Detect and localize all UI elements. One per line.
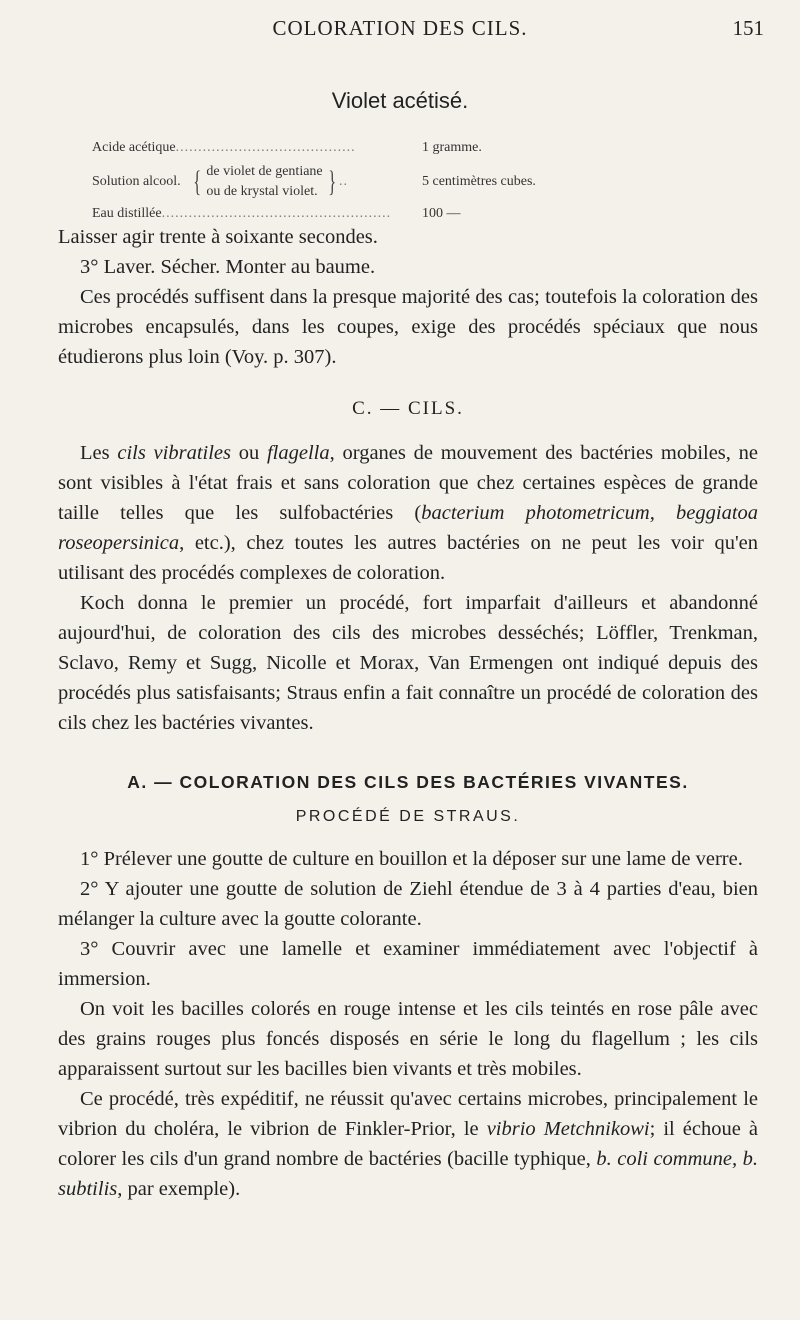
right-brace-icon: } xyxy=(327,165,336,198)
variant-line: de violet de gentiane xyxy=(206,164,323,179)
ingredient-variants xyxy=(190,162,348,202)
subsection-subheading: PROCÉDÉ DE STRAUS. xyxy=(295,808,521,825)
paragraph: Ce procédé, très expéditif, ne réussit qu'avec certains microbes, principalement le vibrion du choléra, le vibrion de Finkler-Prior, le vibrio Metchnikowi; il échoue à colorer les cils d'un grand nombre de bactéries (bacille typhique, b. coli commune, b. subtilis, par exemple). xyxy=(58,1088,758,1200)
step: 2° Y ajouter une goutte de solution de Ziehl étendue de 3 à 4 parties d'eau, bien mélanger la culture avec la goutte colorante. xyxy=(58,878,758,930)
section-heading: C. — CILS. xyxy=(352,398,464,419)
ingredient-name: Solution alcool. xyxy=(92,174,181,189)
page-header xyxy=(0,16,800,52)
subsection-heading: A. — COLORATION DES CILS DES BACTÉRIES VIVANTES. xyxy=(127,772,689,792)
paragraph: Laisser agir trente à soixante secondes. xyxy=(58,226,378,248)
ingredient-name: Acide acétique xyxy=(92,140,176,155)
ingredient-amount: 5 centimètres cubes. xyxy=(422,174,536,189)
running-title: COLORATION DES CILS. xyxy=(272,16,528,40)
leader-dots: ........................................ xyxy=(175,140,356,155)
ingredient-name: Eau distillée xyxy=(92,206,162,221)
ingredient-amount: 100 — xyxy=(422,206,461,221)
step: 3° Couvrir avec une lamelle et examiner immédiatement avec l'objectif à immersion. xyxy=(58,938,758,990)
recipe-title: Violet acétisé. xyxy=(331,88,469,113)
left-brace-icon: { xyxy=(193,165,202,198)
paragraph: 3° Laver. Sécher. Monter au baume. xyxy=(80,256,376,278)
page-number: 151 xyxy=(732,16,764,40)
variant-line: ou de krystal violet. xyxy=(206,184,318,199)
leader-dots: ................................................... xyxy=(161,206,392,221)
paragraph: Ces procédés suffisent dans la presque majorité des cas; toutefois la coloration des microbes encapsulés, dans les coupes, exige des procédés spéciaux que nous étudierons plus loin (Voy. p. 307). xyxy=(58,286,758,368)
step: 1° Prélever une goutte de culture en bouillon et la déposer sur une lame de verre. xyxy=(80,848,743,870)
body-text xyxy=(58,222,758,1204)
paragraph: Les cils vibratiles ou flagella, organes de mouvement des bactéries mobiles, ne sont visibles à l'état frais et sans coloration que chez certaines espèces de grande taille telles que les sulfobactéries (bacterium photometricum, beggiatoa roseopersinica, etc.), chez toutes les autres bactéries on ne peut les voir qu'en utilisant des procédés complexes de coloration. xyxy=(58,442,759,584)
recipe-row xyxy=(92,162,732,206)
leader-dots: .. xyxy=(339,174,349,189)
paragraph: On voit les bacilles colorés en rouge intense et les cils teintés en rose pâle avec des grains rouges plus foncés disposés en série le long du flagellum ; les cils apparaissent surtout sur les bacilles bien vivants et très mobiles. xyxy=(58,998,758,1080)
recipe-row xyxy=(92,140,732,162)
recipe-table xyxy=(92,140,732,228)
paragraph: Koch donna le premier un procédé, fort imparfait d'ailleurs et abandonné aujourd'hui, de coloration des cils des microbes desséchés; Löffler, Trenkman, Sclavo, Remy et Sugg, Nicolle et Morax, Van Ermengen ont indiqué depuis des procédés plus satisfaisants; Straus enfin a fait connaître un procédé de coloration des cils chez les bactéries vivantes. xyxy=(58,592,758,734)
ingredient-amount: 1 gramme. xyxy=(422,140,482,155)
